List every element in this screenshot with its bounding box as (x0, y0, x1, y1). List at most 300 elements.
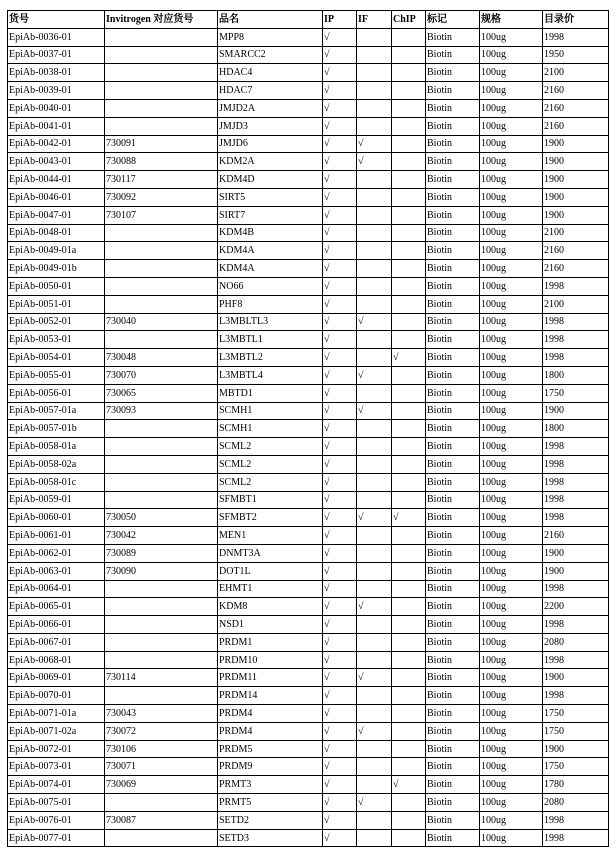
cell-product-name: SCML2 (218, 455, 323, 473)
cell-chip (392, 295, 426, 313)
cell-catalog-no: EpiAb-0064-01 (8, 580, 105, 598)
cell-chip (392, 402, 426, 420)
cell-size: 100ug (480, 153, 543, 171)
cell-ip: √ (323, 687, 357, 705)
cell-if (357, 46, 392, 64)
cell-invitrogen-no (105, 331, 218, 349)
cell-chip (392, 669, 426, 687)
cell-invitrogen-no (105, 580, 218, 598)
cell-size: 100ug (480, 135, 543, 153)
col-header-catalog-no: 货号 (8, 11, 105, 29)
cell-catalog-no: EpiAb-0036-01 (8, 28, 105, 46)
cell-invitrogen-no (105, 99, 218, 117)
table-row (8, 740, 609, 758)
table-row (8, 295, 609, 313)
cell-invitrogen-no (105, 651, 218, 669)
cell-price: 1900 (543, 402, 609, 420)
cell-ip: √ (323, 82, 357, 100)
cell-catalog-no: EpiAb-0057-01b (8, 420, 105, 438)
cell-catalog-no: EpiAb-0065-01 (8, 598, 105, 616)
cell-ip: √ (323, 527, 357, 545)
table-row (8, 135, 609, 153)
cell-size: 100ug (480, 295, 543, 313)
cell-price: 1900 (543, 135, 609, 153)
cell-price: 1998 (543, 616, 609, 634)
cell-size: 100ug (480, 562, 543, 580)
cell-ip: √ (323, 616, 357, 634)
cell-label: Biotin (426, 633, 480, 651)
cell-catalog-no: EpiAb-0061-01 (8, 527, 105, 545)
cell-product-name: MPP8 (218, 28, 323, 46)
table-row (8, 438, 609, 456)
cell-label: Biotin (426, 509, 480, 527)
cell-price: 1998 (543, 580, 609, 598)
cell-size: 100ug (480, 99, 543, 117)
cell-price: 1900 (543, 153, 609, 171)
cell-chip (392, 491, 426, 509)
cell-label: Biotin (426, 135, 480, 153)
cell-label: Biotin (426, 384, 480, 402)
cell-product-name: PRDM9 (218, 758, 323, 776)
cell-chip (392, 633, 426, 651)
cell-product-name: SETD2 (218, 811, 323, 829)
cell-chip (392, 224, 426, 242)
cell-ip: √ (323, 331, 357, 349)
cell-if (357, 687, 392, 705)
cell-invitrogen-no (105, 224, 218, 242)
cell-catalog-no: EpiAb-0074-01 (8, 776, 105, 794)
cell-label: Biotin (426, 224, 480, 242)
cell-if (357, 99, 392, 117)
cell-price: 1998 (543, 829, 609, 847)
cell-product-name: HDAC7 (218, 82, 323, 100)
cell-catalog-no: EpiAb-0037-01 (8, 46, 105, 64)
table-row (8, 28, 609, 46)
cell-ip: √ (323, 46, 357, 64)
cell-product-name: PRDM4 (218, 722, 323, 740)
cell-catalog-no: EpiAb-0077-01 (8, 829, 105, 847)
cell-catalog-no: EpiAb-0071-01a (8, 705, 105, 723)
cell-invitrogen-no: 730071 (105, 758, 218, 776)
cell-catalog-no: EpiAb-0039-01 (8, 82, 105, 100)
cell-product-name: L3MBTL1 (218, 331, 323, 349)
cell-ip: √ (323, 349, 357, 367)
col-header-label: 标记 (426, 11, 480, 29)
cell-if (357, 580, 392, 598)
cell-size: 100ug (480, 224, 543, 242)
cell-ip: √ (323, 224, 357, 242)
cell-if (357, 82, 392, 100)
cell-price: 1998 (543, 349, 609, 367)
table-row (8, 420, 609, 438)
cell-invitrogen-no: 730088 (105, 153, 218, 171)
cell-invitrogen-no: 730090 (105, 562, 218, 580)
table-row (8, 651, 609, 669)
cell-if (357, 562, 392, 580)
cell-chip (392, 260, 426, 278)
cell-if: √ (357, 153, 392, 171)
cell-if: √ (357, 509, 392, 527)
cell-product-name: EHMT1 (218, 580, 323, 598)
cell-price: 1900 (543, 669, 609, 687)
cell-catalog-no: EpiAb-0049-01a (8, 242, 105, 260)
cell-product-name: KDM4A (218, 260, 323, 278)
cell-ip: √ (323, 242, 357, 260)
cell-chip (392, 544, 426, 562)
cell-chip (392, 242, 426, 260)
cell-label: Biotin (426, 740, 480, 758)
cell-product-name: PRDM5 (218, 740, 323, 758)
cell-product-name: SMARCC2 (218, 46, 323, 64)
cell-invitrogen-no (105, 473, 218, 491)
table-row (8, 776, 609, 794)
cell-label: Biotin (426, 295, 480, 313)
cell-invitrogen-no (105, 598, 218, 616)
cell-price: 1800 (543, 366, 609, 384)
col-header-chip: ChIP (392, 11, 426, 29)
cell-price: 1998 (543, 687, 609, 705)
cell-price: 1998 (543, 438, 609, 456)
cell-size: 100ug (480, 598, 543, 616)
col-header-price: 目录价 (543, 11, 609, 29)
cell-chip (392, 384, 426, 402)
cell-invitrogen-no (105, 794, 218, 812)
cell-catalog-no: EpiAb-0056-01 (8, 384, 105, 402)
cell-label: Biotin (426, 438, 480, 456)
cell-price: 2100 (543, 64, 609, 82)
cell-chip (392, 366, 426, 384)
cell-label: Biotin (426, 349, 480, 367)
cell-product-name: SETD3 (218, 829, 323, 847)
table-row (8, 722, 609, 740)
cell-price: 1998 (543, 651, 609, 669)
cell-ip: √ (323, 135, 357, 153)
cell-size: 100ug (480, 544, 543, 562)
cell-ip: √ (323, 117, 357, 135)
cell-ip: √ (323, 171, 357, 189)
cell-label: Biotin (426, 669, 480, 687)
cell-price: 1950 (543, 46, 609, 64)
cell-ip: √ (323, 438, 357, 456)
cell-label: Biotin (426, 776, 480, 794)
cell-invitrogen-no: 730070 (105, 366, 218, 384)
cell-chip (392, 188, 426, 206)
table-row (8, 384, 609, 402)
cell-product-name: L3MBLTL3 (218, 313, 323, 331)
cell-if (357, 633, 392, 651)
cell-product-name: L3MBTL4 (218, 366, 323, 384)
cell-product-name: PHF8 (218, 295, 323, 313)
cell-size: 100ug (480, 313, 543, 331)
cell-size: 100ug (480, 171, 543, 189)
cell-ip: √ (323, 473, 357, 491)
cell-chip (392, 722, 426, 740)
cell-chip (392, 651, 426, 669)
col-header-ip: IP (323, 11, 357, 29)
cell-invitrogen-no (105, 616, 218, 634)
cell-invitrogen-no: 730043 (105, 705, 218, 723)
cell-if: √ (357, 794, 392, 812)
cell-ip: √ (323, 491, 357, 509)
cell-label: Biotin (426, 651, 480, 669)
cell-invitrogen-no (105, 295, 218, 313)
cell-invitrogen-no: 730042 (105, 527, 218, 545)
table-row (8, 705, 609, 723)
cell-ip: √ (323, 811, 357, 829)
table-row (8, 473, 609, 491)
table-row (8, 527, 609, 545)
cell-product-name: PRDM10 (218, 651, 323, 669)
cell-price: 2160 (543, 82, 609, 100)
cell-product-name: NO66 (218, 277, 323, 295)
cell-price: 1998 (543, 455, 609, 473)
cell-ip: √ (323, 206, 357, 224)
cell-ip: √ (323, 455, 357, 473)
cell-price: 1998 (543, 277, 609, 295)
cell-catalog-no: EpiAb-0048-01 (8, 224, 105, 242)
table-row (8, 402, 609, 420)
cell-chip: √ (392, 509, 426, 527)
cell-catalog-no: EpiAb-0044-01 (8, 171, 105, 189)
cell-product-name: PRDM11 (218, 669, 323, 687)
cell-chip (392, 527, 426, 545)
cell-product-name: SCML2 (218, 438, 323, 456)
cell-label: Biotin (426, 598, 480, 616)
cell-chip (392, 117, 426, 135)
table-row (8, 562, 609, 580)
cell-label: Biotin (426, 153, 480, 171)
cell-catalog-no: EpiAb-0058-01c (8, 473, 105, 491)
cell-catalog-no: EpiAb-0072-01 (8, 740, 105, 758)
cell-size: 100ug (480, 242, 543, 260)
cell-size: 100ug (480, 473, 543, 491)
cell-product-name: SCML2 (218, 473, 323, 491)
cell-catalog-no: EpiAb-0053-01 (8, 331, 105, 349)
cell-product-name: SIRT5 (218, 188, 323, 206)
table-row (8, 366, 609, 384)
cell-size: 100ug (480, 776, 543, 794)
table-row (8, 544, 609, 562)
cell-chip (392, 562, 426, 580)
cell-chip (392, 758, 426, 776)
cell-product-name: PRDM4 (218, 705, 323, 723)
cell-if (357, 438, 392, 456)
cell-label: Biotin (426, 171, 480, 189)
cell-if (357, 740, 392, 758)
cell-if (357, 384, 392, 402)
cell-invitrogen-no (105, 28, 218, 46)
cell-invitrogen-no (105, 491, 218, 509)
cell-price: 2160 (543, 260, 609, 278)
cell-invitrogen-no (105, 829, 218, 847)
cell-if (357, 491, 392, 509)
cell-label: Biotin (426, 544, 480, 562)
cell-label: Biotin (426, 420, 480, 438)
table-row (8, 64, 609, 82)
cell-size: 100ug (480, 46, 543, 64)
cell-product-name: PRMT3 (218, 776, 323, 794)
cell-size: 100ug (480, 384, 543, 402)
cell-size: 100ug (480, 260, 543, 278)
cell-size: 100ug (480, 633, 543, 651)
cell-size: 100ug (480, 509, 543, 527)
cell-product-name: JMJD3 (218, 117, 323, 135)
cell-ip: √ (323, 705, 357, 723)
cell-price: 1780 (543, 776, 609, 794)
cell-product-name: KDM4D (218, 171, 323, 189)
table-row (8, 82, 609, 100)
cell-price: 1900 (543, 544, 609, 562)
cell-size: 100ug (480, 491, 543, 509)
cell-size: 100ug (480, 82, 543, 100)
cell-price: 1998 (543, 28, 609, 46)
cell-invitrogen-no: 730114 (105, 669, 218, 687)
cell-chip (392, 64, 426, 82)
cell-if (357, 277, 392, 295)
cell-product-name: DOT1L (218, 562, 323, 580)
cell-catalog-no: EpiAb-0070-01 (8, 687, 105, 705)
cell-invitrogen-no: 730050 (105, 509, 218, 527)
cell-size: 100ug (480, 402, 543, 420)
cell-label: Biotin (426, 331, 480, 349)
cell-catalog-no: EpiAb-0060-01 (8, 509, 105, 527)
cell-catalog-no: EpiAb-0049-01b (8, 260, 105, 278)
cell-size: 100ug (480, 420, 543, 438)
cell-price: 1998 (543, 313, 609, 331)
cell-ip: √ (323, 384, 357, 402)
cell-catalog-no: EpiAb-0066-01 (8, 616, 105, 634)
cell-price: 2100 (543, 224, 609, 242)
table-row (8, 99, 609, 117)
cell-ip: √ (323, 188, 357, 206)
cell-invitrogen-no: 730040 (105, 313, 218, 331)
cell-catalog-no: EpiAb-0040-01 (8, 99, 105, 117)
cell-if (357, 64, 392, 82)
cell-catalog-no: EpiAb-0050-01 (8, 277, 105, 295)
cell-ip: √ (323, 722, 357, 740)
cell-price: 1900 (543, 562, 609, 580)
cell-invitrogen-no: 730087 (105, 811, 218, 829)
cell-size: 100ug (480, 651, 543, 669)
cell-label: Biotin (426, 580, 480, 598)
cell-size: 100ug (480, 829, 543, 847)
cell-catalog-no: EpiAb-0052-01 (8, 313, 105, 331)
table-row (8, 260, 609, 278)
cell-ip: √ (323, 153, 357, 171)
cell-if: √ (357, 402, 392, 420)
cell-catalog-no: EpiAb-0042-01 (8, 135, 105, 153)
cell-size: 100ug (480, 740, 543, 758)
cell-chip (392, 313, 426, 331)
table-row (8, 509, 609, 527)
cell-size: 100ug (480, 687, 543, 705)
cell-size: 100ug (480, 705, 543, 723)
cell-if (357, 224, 392, 242)
cell-ip: √ (323, 260, 357, 278)
cell-if (357, 331, 392, 349)
cell-catalog-no: EpiAb-0073-01 (8, 758, 105, 776)
cell-ip: √ (323, 509, 357, 527)
cell-product-name: SFMBT1 (218, 491, 323, 509)
cell-label: Biotin (426, 64, 480, 82)
cell-ip: √ (323, 794, 357, 812)
cell-price: 1800 (543, 420, 609, 438)
cell-price: 1750 (543, 722, 609, 740)
cell-catalog-no: EpiAb-0047-01 (8, 206, 105, 224)
cell-if (357, 705, 392, 723)
cell-ip: √ (323, 28, 357, 46)
table-row (8, 349, 609, 367)
cell-price: 1900 (543, 206, 609, 224)
table-row (8, 277, 609, 295)
cell-catalog-no: EpiAb-0068-01 (8, 651, 105, 669)
cell-price: 1998 (543, 811, 609, 829)
cell-if (357, 295, 392, 313)
cell-size: 100ug (480, 616, 543, 634)
cell-if (357, 829, 392, 847)
cell-chip (392, 794, 426, 812)
cell-ip: √ (323, 295, 357, 313)
cell-size: 100ug (480, 758, 543, 776)
table-row (8, 616, 609, 634)
cell-invitrogen-no (105, 277, 218, 295)
cell-chip (392, 740, 426, 758)
cell-size: 100ug (480, 669, 543, 687)
cell-invitrogen-no (105, 420, 218, 438)
cell-if (357, 811, 392, 829)
cell-label: Biotin (426, 206, 480, 224)
cell-catalog-no: EpiAb-0051-01 (8, 295, 105, 313)
cell-catalog-no: EpiAb-0057-01a (8, 402, 105, 420)
cell-label: Biotin (426, 829, 480, 847)
cell-ip: √ (323, 633, 357, 651)
cell-ip: √ (323, 402, 357, 420)
table-row (8, 153, 609, 171)
cell-chip (392, 28, 426, 46)
cell-label: Biotin (426, 117, 480, 135)
cell-price: 2100 (543, 295, 609, 313)
cell-size: 100ug (480, 206, 543, 224)
cell-catalog-no: EpiAb-0069-01 (8, 669, 105, 687)
cell-product-name: KDM4A (218, 242, 323, 260)
cell-price: 2080 (543, 633, 609, 651)
cell-label: Biotin (426, 277, 480, 295)
cell-product-name: SCMH1 (218, 420, 323, 438)
cell-product-name: HDAC4 (218, 64, 323, 82)
cell-chip (392, 829, 426, 847)
cell-ip: √ (323, 64, 357, 82)
cell-chip (392, 420, 426, 438)
cell-if (357, 206, 392, 224)
cell-invitrogen-no: 730048 (105, 349, 218, 367)
cell-label: Biotin (426, 455, 480, 473)
table-row (8, 491, 609, 509)
cell-ip: √ (323, 669, 357, 687)
cell-price: 2160 (543, 117, 609, 135)
cell-product-name: DNMT3A (218, 544, 323, 562)
cell-if (357, 758, 392, 776)
cell-price: 1900 (543, 188, 609, 206)
cell-size: 100ug (480, 366, 543, 384)
cell-size: 100ug (480, 794, 543, 812)
cell-label: Biotin (426, 188, 480, 206)
table-row (8, 811, 609, 829)
cell-chip (392, 206, 426, 224)
cell-invitrogen-no: 730072 (105, 722, 218, 740)
cell-if (357, 349, 392, 367)
cell-product-name: NSD1 (218, 616, 323, 634)
cell-catalog-no: EpiAb-0058-01a (8, 438, 105, 456)
